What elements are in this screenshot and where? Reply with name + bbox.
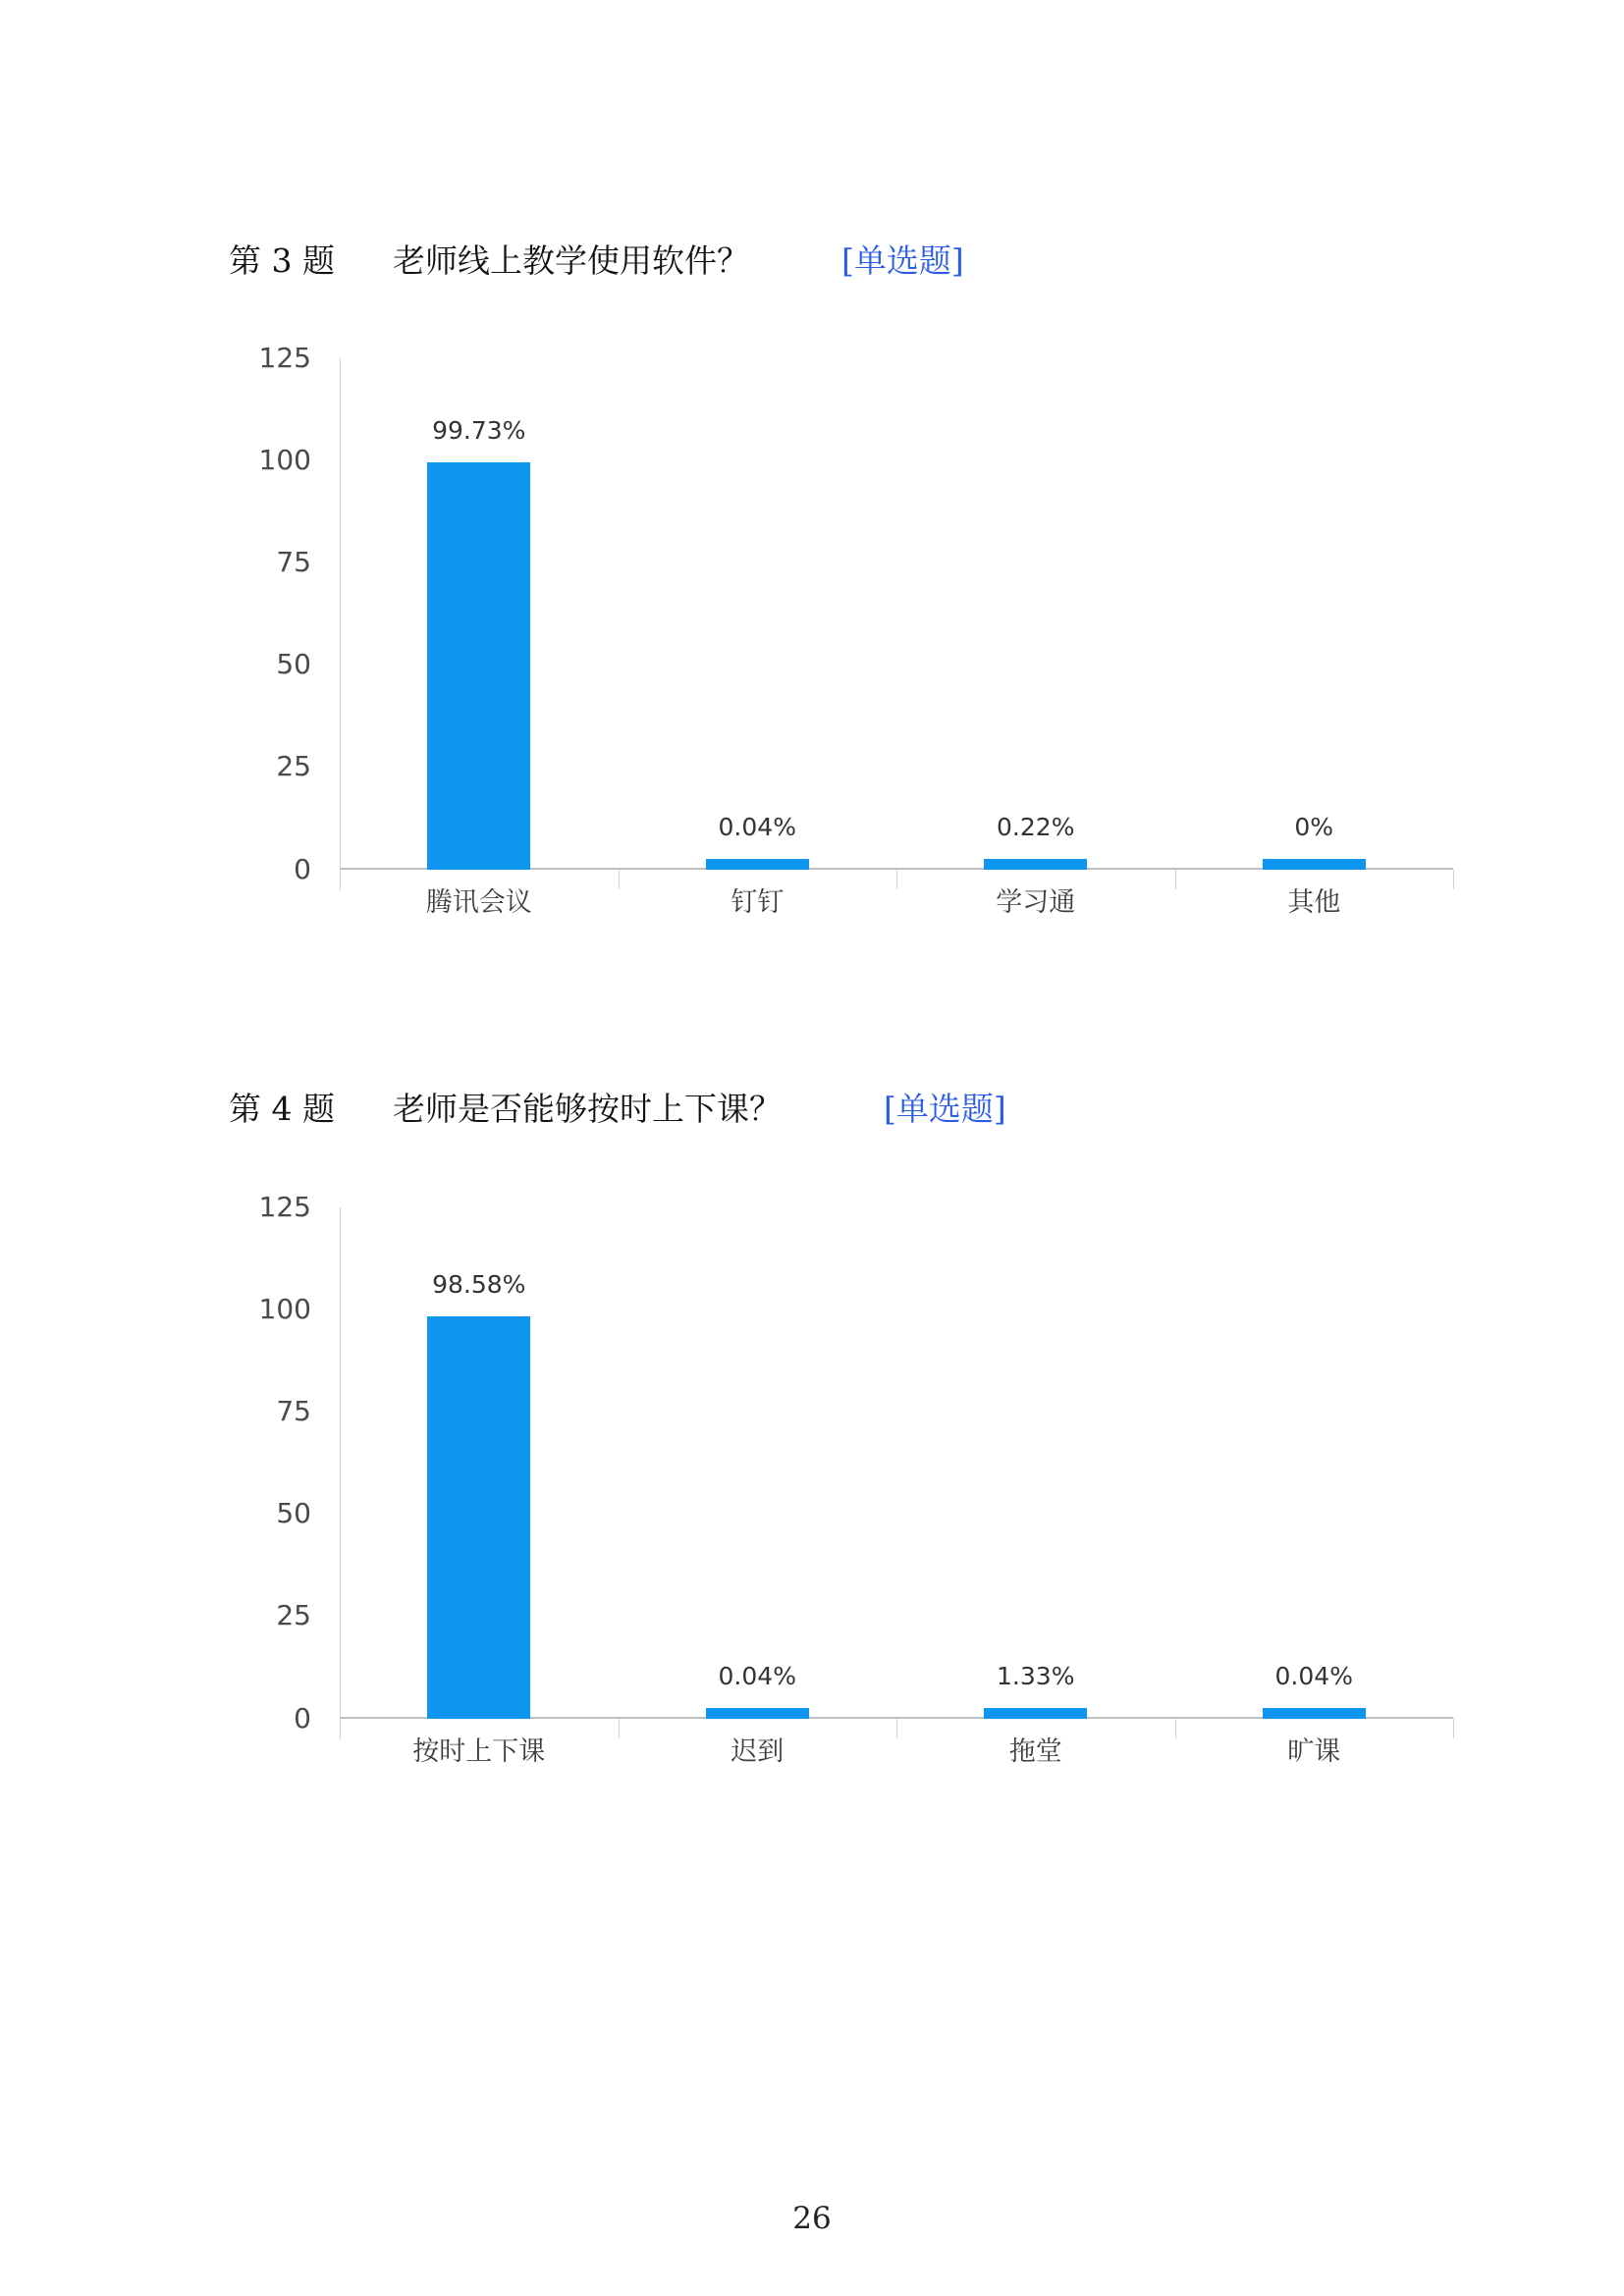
category-label: 其他 — [1287, 887, 1341, 918]
question-3-bar-chart — [0, 334, 1624, 962]
y-axis-tick-label: 125 — [258, 1191, 311, 1223]
category-label: 学习通 — [996, 887, 1076, 918]
bar-value-label: 0.04% — [1274, 1662, 1353, 1690]
category-label: 迟到 — [731, 1736, 785, 1767]
y-axis-tick-label: 125 — [258, 342, 311, 374]
bar — [427, 462, 530, 870]
question-4-number: 第 4 题 — [229, 1090, 335, 1128]
y-axis-tick-label: 25 — [276, 750, 311, 783]
question-4-type-tag: [单选题] — [884, 1090, 1006, 1128]
y-axis-tick-label: 50 — [276, 648, 311, 681]
bar-value-label: 1.33% — [997, 1662, 1075, 1690]
y-axis-tick-label: 50 — [276, 1497, 311, 1530]
bar-value-label: 0.04% — [718, 813, 796, 841]
bar — [427, 1316, 530, 1719]
y-axis-line — [340, 358, 341, 890]
category-label: 拖堂 — [1008, 1736, 1062, 1767]
question-4-text: 老师是否能够按时上下课？ — [393, 1090, 782, 1128]
question-3-type-tag: [单选题] — [841, 241, 964, 280]
page-number: 26 — [792, 2201, 832, 2236]
question-3-text: 老师线上教学使用软件？ — [393, 241, 749, 280]
y-axis-tick-label: 100 — [258, 444, 311, 477]
x-axis-tick — [1453, 1719, 1454, 1738]
bar — [984, 859, 1087, 870]
bar-value-label: 0.22% — [997, 813, 1075, 841]
category-label: 腾讯会议 — [425, 887, 532, 918]
bar-value-label: 0.04% — [718, 1662, 796, 1690]
y-axis-tick-label: 75 — [276, 1395, 311, 1428]
bar-value-label: 0% — [1294, 813, 1334, 841]
bar-value-label: 98.58% — [432, 1269, 526, 1299]
bar — [706, 859, 809, 870]
y-axis-tick-label: 100 — [258, 1293, 311, 1326]
y-axis-line — [340, 1207, 341, 1739]
category-label: 旷课 — [1287, 1736, 1341, 1767]
y-axis-tick-label: 75 — [276, 546, 311, 579]
category-label: 按时上下课 — [412, 1736, 546, 1767]
y-axis-tick-label: 0 — [294, 852, 311, 885]
bar — [1263, 859, 1366, 870]
bar — [706, 1708, 809, 1719]
category-label: 钉钉 — [731, 887, 785, 918]
bar — [1263, 1708, 1366, 1719]
question-3-number: 第 3 题 — [229, 241, 335, 280]
x-axis-tick — [1453, 870, 1454, 889]
bar — [984, 1708, 1087, 1719]
bar-value-label: 99.73% — [432, 415, 526, 445]
question-4-bar-chart — [0, 1183, 1624, 1811]
y-axis-tick-label: 0 — [294, 1701, 311, 1735]
y-axis-tick-label: 25 — [276, 1599, 311, 1632]
